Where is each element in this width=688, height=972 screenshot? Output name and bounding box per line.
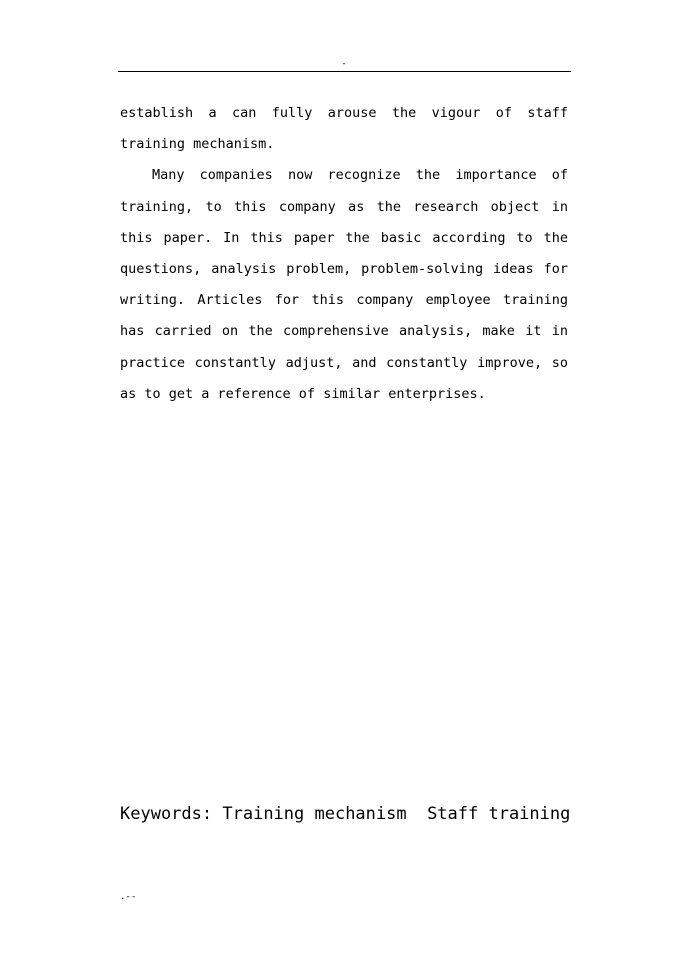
- abstract-paragraph-1: establish a can fully arouse the vigour of staff training mechanism.: [120, 105, 568, 153]
- page-footer-mark: .--: [120, 892, 137, 902]
- header-rule: [118, 71, 571, 72]
- abstract-paragraph-2: Many companies now recognize the importance of training, to this company as the research object in this paper. In this paper the basic according to the questions, analysis problem, problem-solving ideas for writing. Articles for this company employee training has carried on the comprehensive analysis, make it in practice constantly adjust, and constantly improve, so as to get a reference of similar enterprises.: [120, 167, 568, 402]
- keywords-label: Keywords:: [120, 804, 213, 824]
- abstract-body: [120, 98, 568, 410]
- keywords-line: [120, 800, 580, 828]
- page-header-mark: -: [341, 59, 347, 69]
- keywords-terms: Training mechanism Staff training: [222, 804, 571, 824]
